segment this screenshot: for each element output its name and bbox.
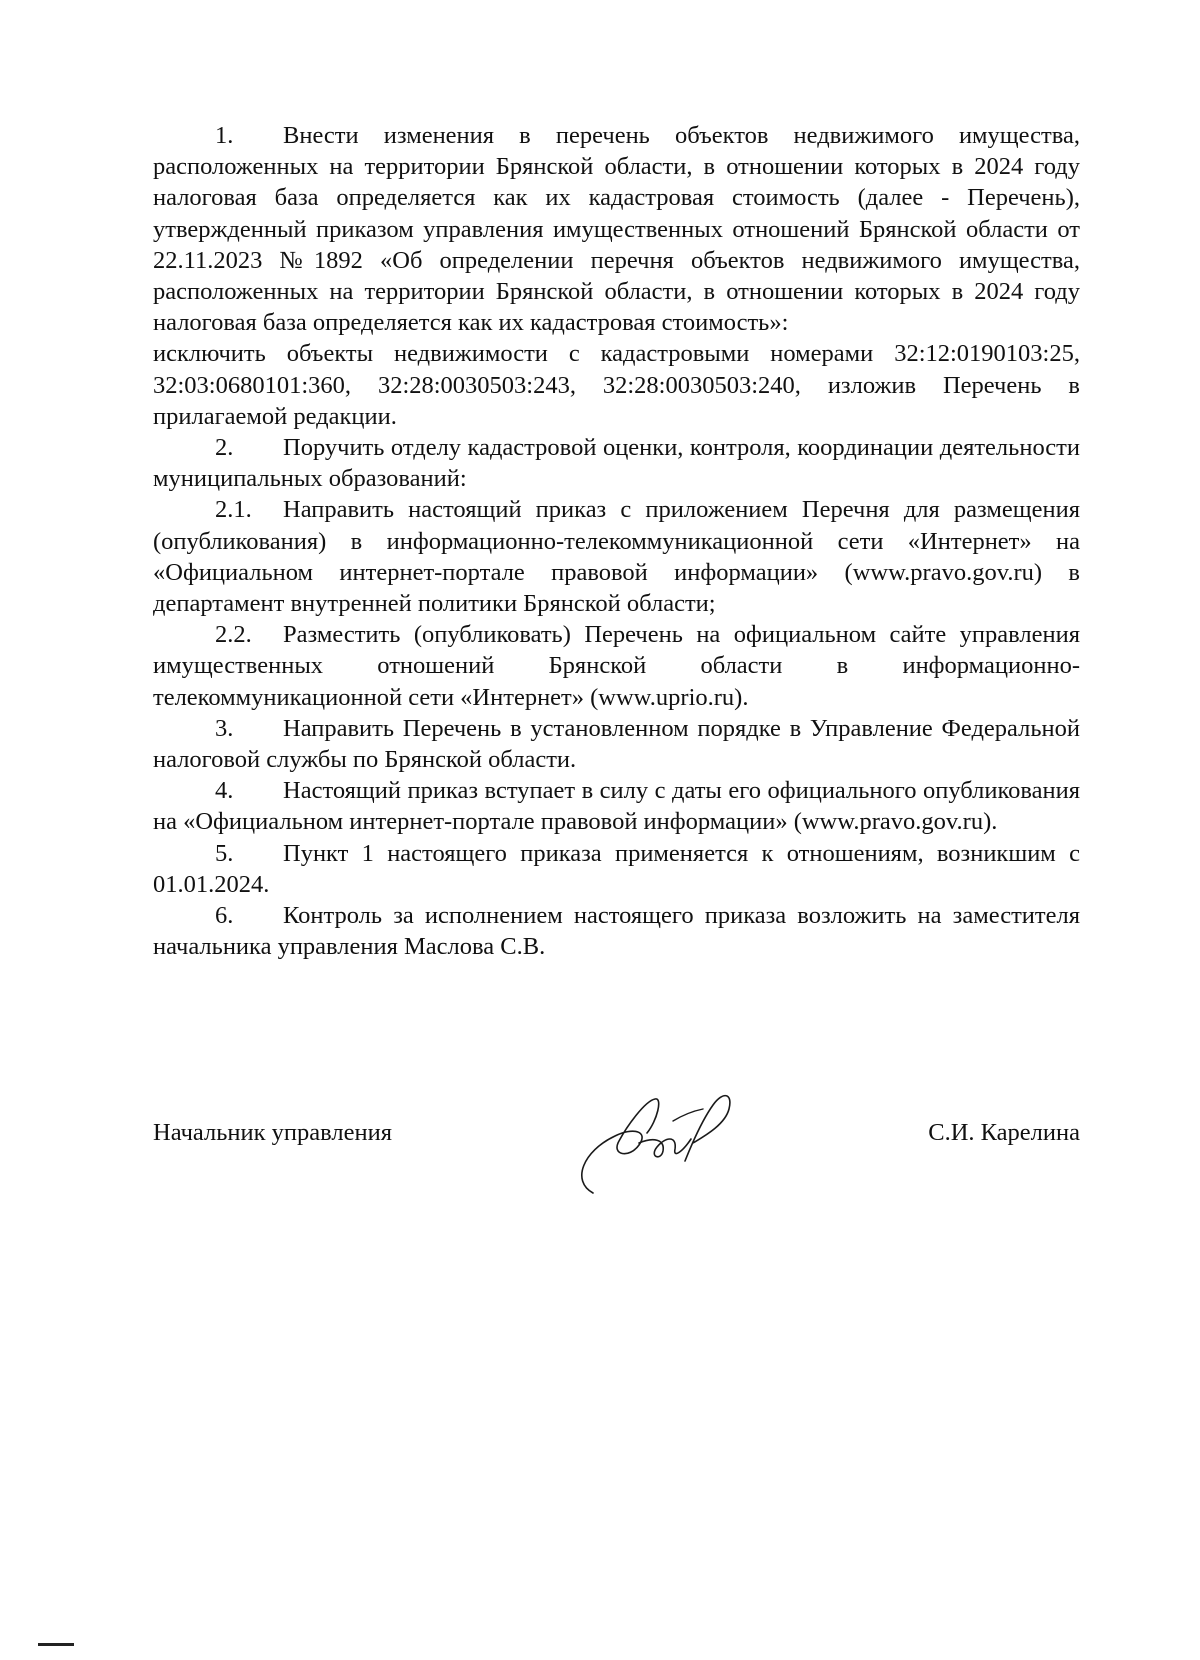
paragraph-2-1 — [153, 494, 1080, 619]
paragraph-number: 2. — [215, 434, 234, 462]
paragraph-1-continuation — [153, 338, 1080, 432]
signatory-position: Начальник управления — [153, 1119, 392, 1146]
paragraph-number: 6. — [215, 902, 234, 930]
paragraph-text: Направить Перечень в установленном порядке в Управление Федеральной налоговой службы по Брянской области. — [153, 714, 1080, 774]
paragraph-text: Направить настоящий приказ с приложением Перечня для размещения (опубликования) в информационно-телекоммуникационной сети «Интернет» на «Официальном интернет-портале правовой информации» (www.pravo.gov.ru) в департамент внутренней политики Брянской области; — [153, 496, 1080, 618]
document-body — [153, 120, 1080, 962]
paragraph-text: Пункт 1 настоящего приказа применяется к отношениям, возникшим с 01.01.2024. — [153, 839, 1080, 898]
paragraph-6 — [153, 900, 1080, 962]
handwritten-signature — [553, 1081, 753, 1201]
signatory-name: С.И. Карелина — [928, 1119, 1080, 1146]
paragraph-1 — [153, 120, 1080, 338]
paragraph-text: исключить объекты недвижимости с кадастровыми номерами 32:12:0190103:25, 32:03:0680101:360, 32:28:0030503:243, 32:28:0030503:240, изложив Перечень в прилагаемой редакции. — [153, 340, 1080, 430]
paragraph-text: Разместить (опубликовать) Перечень на официальном сайте управления имущественных отношений Брянской области в информационно-телекоммуникационной сети «Интернет» (www.uprio.ru). — [153, 621, 1080, 711]
paragraph-number: 1. — [215, 122, 234, 149]
paragraph-number: 3. — [215, 714, 234, 742]
paragraph-number: 2.2. — [215, 621, 252, 649]
paragraph-number: 4. — [215, 777, 234, 805]
paragraph-number: 5. — [215, 839, 234, 867]
paragraph-text: Внести изменения в перечень объектов недвижимого имущества, расположенных на территории Брянской области, в отношении которых в 2024 году налоговая база определяется как их кадастровая стоимость (далее - Перечень), утвержденный приказом управления имущественных отношений Брянской области от 22.11.2023 №1892 «Об определении перечня объектов недвижимого имущества, расположенных на территории Брянской области, в отношении которых в 2024 году налоговая база определяется как их кадастровая стоимость»: — [153, 122, 1080, 337]
paragraph-text: Контроль за исполнением настоящего приказа возложить на заместителя начальника управления Маслова С.В. — [153, 902, 1080, 961]
paragraph-4 — [153, 775, 1080, 837]
paragraph-2 — [153, 432, 1080, 494]
paragraph-3 — [153, 713, 1080, 775]
paragraph-5 — [153, 838, 1080, 900]
signature-block — [153, 1105, 1080, 1225]
paragraph-number: 2.1. — [215, 496, 252, 524]
scan-artifact — [38, 1643, 74, 1646]
paragraph-text: Настоящий приказ вступает в силу с даты его официального опубликования на «Официальном интернет-портале правовой информации» (www.pravo.gov.ru). — [153, 777, 1080, 836]
paragraph-2-2 — [153, 619, 1080, 713]
paragraph-text: Поручить отделу кадастровой оценки, контроля, координации деятельности муниципальных образований: — [153, 434, 1080, 493]
